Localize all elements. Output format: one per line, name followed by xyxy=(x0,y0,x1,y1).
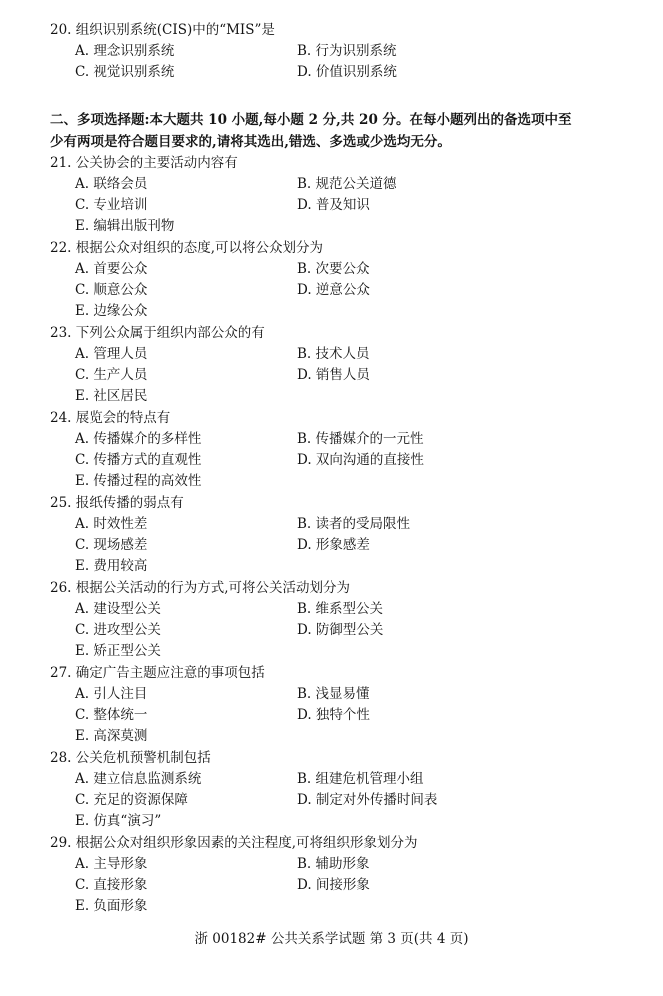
option-d: D. 制定对外传播时间表 xyxy=(297,792,438,808)
option-a: A. 时效性差 xyxy=(75,516,148,532)
option-e: E. 社区居民 xyxy=(75,388,148,404)
option-b: B. 辅助形象 xyxy=(297,856,370,872)
option-b: B. 组建危机管理小组 xyxy=(297,771,424,787)
option-a: A. 主导形象 xyxy=(75,856,148,872)
option-e: E. 传播过程的高效性 xyxy=(75,473,202,489)
option-e: E. 边缘公众 xyxy=(75,303,148,319)
option-a: A. 理念识别系统 xyxy=(75,43,175,59)
question-stem: 28. 公关危机预警机制包括 xyxy=(50,750,211,766)
option-c: C. 生产人员 xyxy=(75,367,148,383)
question-stem: 24. 展览会的特点有 xyxy=(50,410,171,426)
option-b: B. 次要公众 xyxy=(297,261,370,277)
option-a: A. 引人注目 xyxy=(75,686,148,702)
option-c: C. 整体统一 xyxy=(75,707,148,723)
option-c: C. 充足的资源保障 xyxy=(75,792,188,808)
option-e: E. 矫正型公关 xyxy=(75,643,161,659)
option-d: D. 间接形象 xyxy=(297,877,370,893)
option-a: A. 管理人员 xyxy=(75,346,148,362)
question-stem: 20. 组织识别系统(CIS)中的“MIS”是 xyxy=(50,22,275,38)
option-e: E. 负面形象 xyxy=(75,898,148,914)
option-b: B. 技术人员 xyxy=(297,346,370,362)
option-a: A. 建设型公关 xyxy=(75,601,161,617)
option-d: D. 双向沟通的直接性 xyxy=(297,452,424,468)
question-stem: 26. 根据公关活动的行为方式,可将公关活动划分为 xyxy=(50,580,351,596)
option-b: B. 行为识别系统 xyxy=(297,43,397,59)
option-b: B. 传播媒介的一元性 xyxy=(297,431,424,447)
question-stem: 27. 确定广告主题应注意的事项包括 xyxy=(50,665,265,681)
option-c: C. 顺意公众 xyxy=(75,282,148,298)
question-stem: 23. 下列公众属于组织内部公众的有 xyxy=(50,325,265,341)
option-e: E. 编辑出版刊物 xyxy=(75,218,175,234)
question-stem: 29. 根据公众对组织形象因素的关注程度,可将组织形象划分为 xyxy=(50,835,418,851)
option-e: E. 费用较高 xyxy=(75,558,148,574)
option-c: C. 进攻型公关 xyxy=(75,622,161,638)
section-heading-line2: 少有两项是符合题目要求的,请将其选出,错选、多选或少选均无分。 xyxy=(50,134,451,150)
option-e: E. 高深莫测 xyxy=(75,728,148,744)
option-d: D. 独特个性 xyxy=(297,707,370,723)
option-d: D. 价值识别系统 xyxy=(297,64,397,80)
option-c: C. 专业培训 xyxy=(75,197,148,213)
option-a: A. 传播媒介的多样性 xyxy=(75,431,202,447)
option-a: A. 首要公众 xyxy=(75,261,148,277)
question-stem: 21. 公关协会的主要活动内容有 xyxy=(50,155,238,171)
option-b: B. 浅显易懂 xyxy=(297,686,370,702)
option-c: C. 现场感差 xyxy=(75,537,148,553)
option-a: A. 建立信息监测系统 xyxy=(75,771,202,787)
question-stem: 25. 报纸传播的弱点有 xyxy=(50,495,184,511)
option-c: C. 直接形象 xyxy=(75,877,148,893)
option-e: E. 仿真“演习” xyxy=(75,813,162,829)
option-d: D. 销售人员 xyxy=(297,367,370,383)
section-heading-line1: 二、多项选择题:本大题共 10 小题,每小题 2 分,共 20 分。在每小题列出的备选项中至 xyxy=(50,112,572,128)
option-b: B. 维系型公关 xyxy=(297,601,384,617)
option-d: D. 形象感差 xyxy=(297,537,370,553)
option-b: B. 规范公关道德 xyxy=(297,176,397,192)
option-d: D. 普及知识 xyxy=(297,197,370,213)
option-a: A. 联络会员 xyxy=(75,176,148,192)
page-footer: 浙 00182# 公共关系学试题 第 3 页(共 4 页) xyxy=(194,931,469,947)
question-stem: 22. 根据公众对组织的态度,可以将公众划分为 xyxy=(50,240,324,256)
option-b: B. 读者的受局限性 xyxy=(297,516,411,532)
option-c: C. 视觉识别系统 xyxy=(75,64,175,80)
option-d: D. 逆意公众 xyxy=(297,282,370,298)
option-c: C. 传播方式的直观性 xyxy=(75,452,202,468)
option-d: D. 防御型公关 xyxy=(297,622,384,638)
